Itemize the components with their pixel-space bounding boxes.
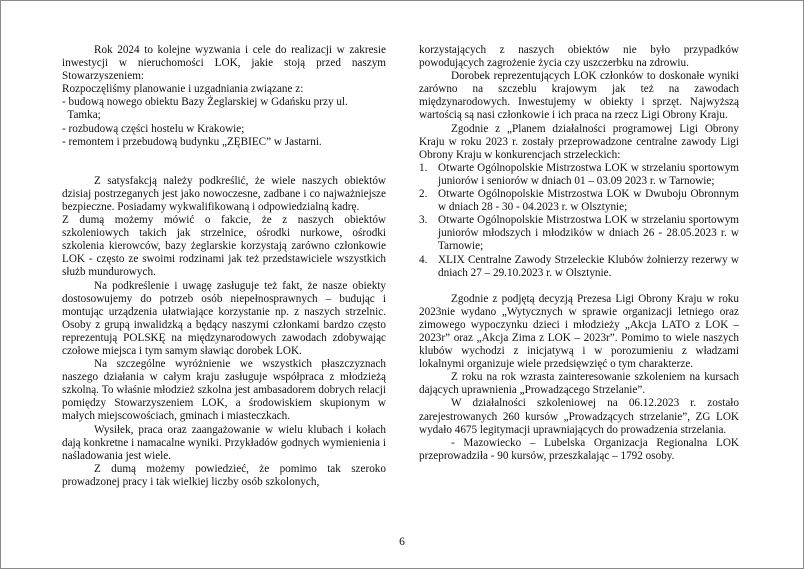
competitions-list (419, 162, 739, 280)
paragraph-modern-facilities: Z satysfakcją należy podkreślić, że wiele naszych obiektów dzisiaj postrzeganych jest jako nowoczesne, zadbane i co najważniejsze bezpieczne. Posiadamy wykwalifikowaną i odpowiedzialną kadrę. (62, 174, 386, 213)
bullet-krakow-hostel: - rozbudową części hostelu w Krakowie; (62, 122, 245, 135)
paragraph-training-facilities: Z dumą możemy mówić o fakcie, że z naszych obiektów szkoleniowych takich jak strzelnice, ośrodki nurkowe, ośrodki szkolenia kierowców, bazy żeglarskie korzystają zarówno członkowie LOK - często ze swoimi rodzinami jak też przedstawiciele wszystkich służb mundurowych. (62, 214, 386, 279)
list-item: 4. XLIX Centralne Zawody Strzeleckie Klubów żołnierzy rezerwy w dniach 27 – 29.10.2023 r. w Olsztynie. (419, 253, 739, 279)
paragraph-pride: Z dumą możemy powiedzieć, że pomimo tak szeroko prowadzonej pracy i tak wielkiej liczby osób szkolonych, (62, 462, 386, 488)
bullet-gdansk-base-cont: Tamka; (62, 109, 101, 122)
page-number: 6 (399, 536, 405, 548)
paragraph-investments-intro: Rok 2024 to kolejne wyzwania i cele do realizacji w zakresie inwestycji w nieruchomości LOK, jakie stoją przed naszym Stowarzyszeniem: (62, 44, 386, 83)
list-item: 1. Otwarte Ogólnopolskie Mistrzostwa LOK w strzelaniu sportowym juniorów i seniorów w dniach 01 – 03.09 2023 r. w Tarnowie; (419, 161, 739, 187)
right-column (419, 44, 739, 463)
bullet-gdansk-base: - budową nowego obiektu Bazy Żeglarskiej w Gdańsku przy ul. (62, 96, 348, 109)
paragraph-safety: korzystających z naszych obiektów nie było przypadków powodujących zagrożenie życia czy uszczerbku na zdrowiu. (419, 44, 739, 70)
list-item: 2. Otwarte Ogólnopolskie Mistrzostwa LOK w Dwuboju Obronnym w dniach 28 - 30 - 04.2023 r. w Olsztynie; (419, 188, 739, 214)
paragraph-planning: Rozpoczęliśmy planowanie i uzgadniania związane z: (62, 83, 304, 96)
paragraph-training-interest: Z roku na rok wzrasta zainteresowanie szkoleniem na kursach dających uprawnienia „Prowadzącego Strzelanie”. (419, 371, 739, 397)
left-column (62, 44, 386, 489)
paragraph-course-stats: W działalności szkoleniowej na 06.12.2023 r. zostało zarejestrowanych 260 kursów „Prowadzących strzelanie”, ZG LOK wydało 4675 legitymacji uprawniających do prowadzenia strzelania. (419, 397, 739, 436)
paragraph-regional-organization: - Mazowiecko – Lubelska Organizacja Regionalna LOK przeprowadziła - 90 kursów, przeszkalając – 1792 osoby. (419, 436, 739, 462)
paragraph-member-results: Dorobek reprezentujących LOK członków to doskonałe wyniki zarówno na szczeblu krajowym jak też na zawodach międzynarodowych. Inwestujemy w obiekty i sprzęt. Najwyższą wartością są nasi członkowie i ich praca na rzecz Ligi Obrony Kraju. (419, 70, 739, 122)
paragraph-school-youth: Na szczególne wyróżnienie we wszystkich płaszczyznach naszego działania w całym kraju zasługuje współpraca z młodzieżą szkolną. To właśnie młodzież szkolna jest ambasadorem dobrych relacji pomiędzy Stowarzyszeniem LOK, a środowiskiem skupionym w małych miejscowościach, gminach i miasteczkach. (62, 358, 386, 423)
list-item: 3. Otwarte Ogólnopolskie Mistrzostwa LOK w strzelaniu sportowym juniorów młodszych i młodzików w dniach 26 - 28.05.2023 r. w Tarnowie; (419, 214, 739, 253)
paragraph-central-competitions: Zgodnie z „Planem działalności programowej Ligi Obrony Kraju w roku 2023 r. zostały przeprowadzone centralne zawody Ligi Obrony Kraju w konkurencjach strzeleckich: (419, 122, 739, 161)
bullet-jastarnia-building: - remontem i przebudową budynku „ZĘBIEC” w Jastarni. (62, 135, 322, 148)
paragraph-clubs-effort: Wysiłek, praca oraz zaangażowanie w wielu klubach i kołach dają konkretne i namacalne wyniki. Przykładów godnych wymienienia i naśladowania jest wiele. (62, 423, 386, 462)
paragraph-disabled-access: Na podkreślenie i uwagę zasługuje też fakt, że nasze obiekty dostosowujemy do potrzeb osób niepełnosprawnych – budując i montując urządzenia ułatwiające korzystanie np. z naszych strzelnic. Osoby z grupą inwalidzką a będący naszymi członkami bardzo często reprezentują POLSKĘ na międzynarodowych zawodach zdobywając czołowe miejsca i tym samym sławiąc dorobek LOK. (62, 279, 386, 357)
paragraph-summer-winter-camps: Zgodnie z podjętą decyzją Prezesa Ligi Obrony Kraju w roku 2023nie wydano „Wytycznych w sprawie organizacji letniego oraz zimowego wypoczynku dzieci i młodzieży „Akcja LATO z LOK – 2023r” oraz „Akcja Zima z LOK – 2023r”. Pomimo to wiele naszych klubów wychodzi z inicjatywą i w porozumieniu z władzami lokalnymi organizuje wiele przedsięwzięć o tym charakterze. (419, 292, 739, 371)
